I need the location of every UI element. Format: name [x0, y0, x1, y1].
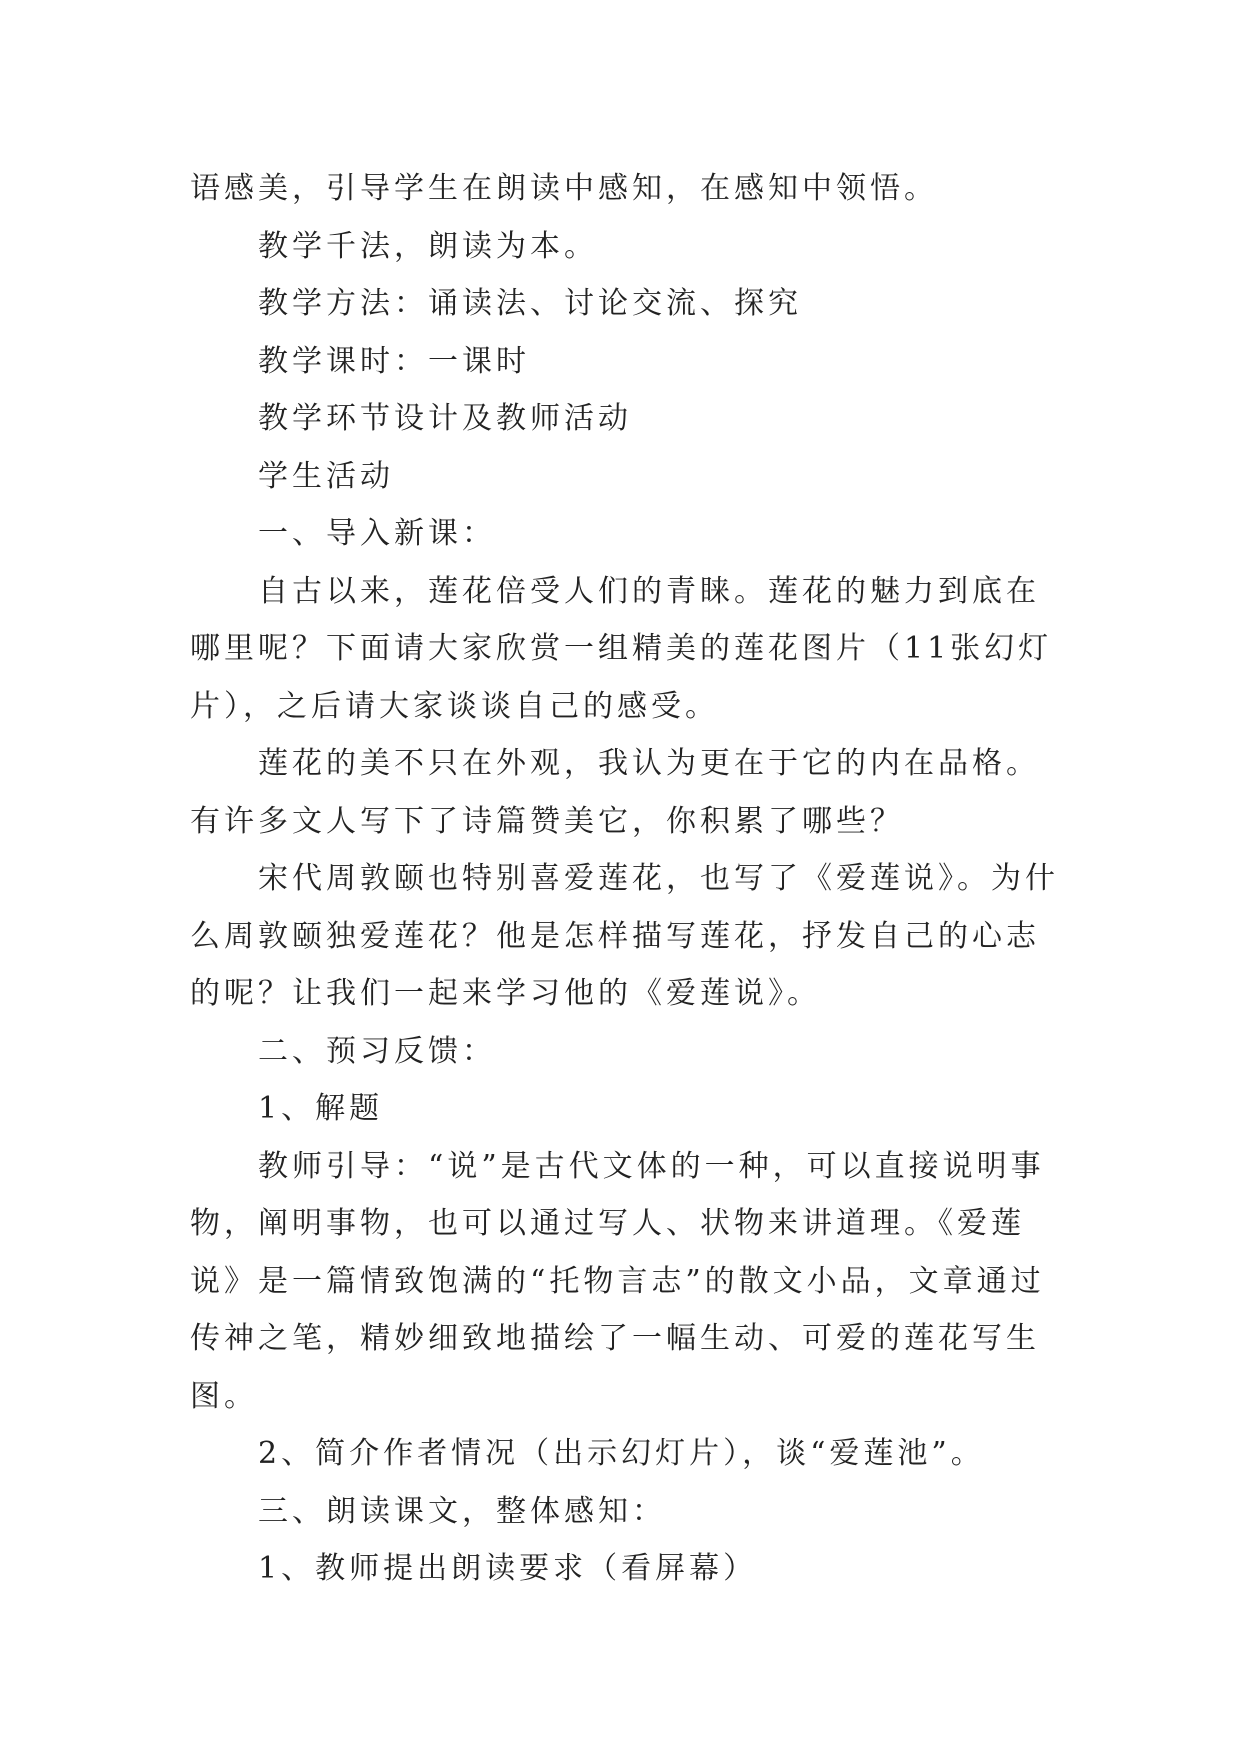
paragraph: 教学千法，朗读为本。	[258, 228, 598, 264]
paragraph: 自古以来，莲花倍受人们的青睐。莲花的魅力到底在哪里呢？下面请大家欣赏一组精美的莲花图片（11张幻灯片），之后请大家谈谈自己的感受。	[190, 573, 1053, 724]
paragraph: 1、教师提出朗读要求（看屏幕）	[258, 1551, 758, 1586]
section-heading: 三、朗读课文，整体感知：	[258, 1493, 666, 1529]
paragraph: 教学环节设计及教师活动	[258, 401, 632, 436]
paragraph: 1、解题	[258, 1091, 384, 1126]
paragraph: 教学课时：一课时	[258, 343, 530, 379]
section-heading: 二、预习反馈：	[258, 1033, 496, 1069]
paragraph: 语感美，引导学生在朗读中感知，在感知中领悟。	[190, 171, 938, 206]
paragraph: 教师引导：“说”是古代文体的一种，可以直接说明事物，阐明事物，也可以通过写人、状物来讲道理。《爱莲说》是一篇情致饱满的“托物言志”的散文小品，文章通过传神之笔，精妙细致地描绘了一幅生动、可爱的莲花写生图。	[190, 1148, 1045, 1414]
paragraph: 2、简介作者情况（出示幻灯片），谈“爱莲池”。	[258, 1436, 985, 1471]
paragraph: 莲花的美不只在外观，我认为更在于它的内在品格。有许多文人写下了诗篇赞美它，你积累了哪些？	[190, 746, 1040, 839]
paragraph: 教学方法：诵读法、讨论交流、探究	[258, 286, 802, 321]
document-body	[190, 160, 1070, 1598]
paragraph: 学生活动	[258, 458, 394, 494]
paragraph: 宋代周敦颐也特别喜爱莲花，也写了《爱莲说》。为什么周敦颐独爱莲花？他是怎样描写莲花，抒发自己的心志的呢？让我们一起来学习他的《爱莲说》。	[190, 861, 1059, 1011]
section-heading: 一、导入新课：	[258, 516, 496, 551]
